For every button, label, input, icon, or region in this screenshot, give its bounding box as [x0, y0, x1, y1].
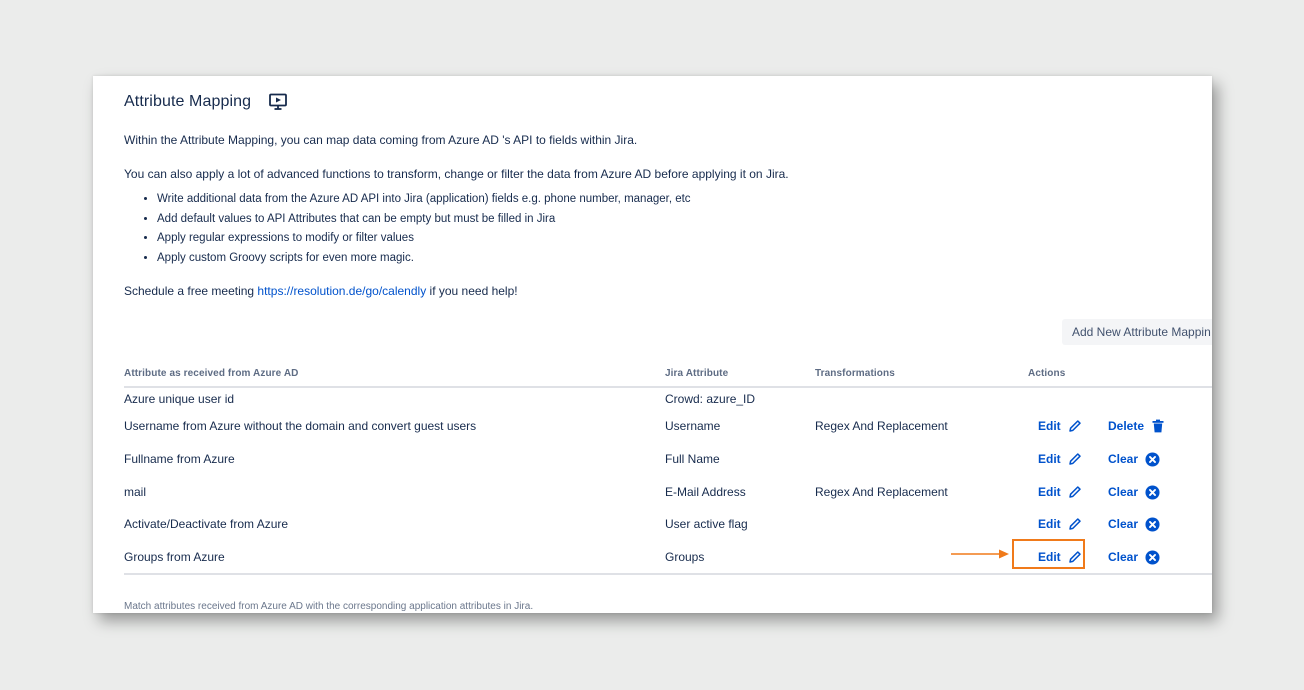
clear-circle-x-icon: [1145, 452, 1160, 467]
attribute-cell: Activate/Deactivate from Azure: [124, 517, 289, 531]
pencil-icon: [1068, 485, 1082, 499]
jira-attribute-cell: Full Name: [665, 452, 720, 466]
pencil-icon: [1068, 452, 1082, 466]
calendly-link[interactable]: https://resolution.de/go/calendly: [257, 284, 427, 298]
pencil-icon: [1068, 419, 1082, 433]
clear-button[interactable]: [1108, 443, 1160, 475]
delete-button[interactable]: [1108, 410, 1165, 442]
column-header-attribute: Attribute as received from Azure AD: [124, 368, 299, 379]
intro-paragraph-2: You can also apply a lot of advanced functions to transform, change or filter the data from Azure AD before applying it on Jira.: [124, 167, 789, 181]
jira-attribute-cell: Groups: [665, 550, 705, 564]
feature-list-item: • Write additional data from the Azure AD API into Jira (application) fields e.g. phone number, manager, etc: [157, 190, 691, 210]
clear-circle-x-icon: [1145, 550, 1160, 565]
attribute-cell: Groups from Azure: [124, 550, 225, 564]
clear-circle-x-icon: [1145, 485, 1160, 500]
clear-label: Clear: [1108, 452, 1139, 466]
delete-label: Delete: [1108, 419, 1145, 433]
attribute-cell: Azure unique user id: [124, 392, 235, 406]
edit-label: Edit: [1038, 452, 1061, 466]
edit-label: Edit: [1038, 550, 1061, 564]
pencil-icon: [1068, 517, 1082, 531]
edit-label: Edit: [1038, 485, 1061, 499]
attribute-cell: mail: [124, 485, 147, 499]
presentation-play-icon[interactable]: [268, 93, 288, 111]
table-row: [124, 476, 1212, 508]
attribute-mapping-panel: [93, 76, 1212, 613]
jira-attribute-cell: Username: [665, 419, 721, 433]
table-caption: Match attributes received from Azure AD with the corresponding application attributes in Jira.: [124, 601, 534, 612]
table-row: [124, 410, 1212, 442]
edit-label: Edit: [1038, 419, 1061, 433]
schedule-suffix: if you need help!: [426, 284, 518, 298]
table-bottom-border: [124, 573, 1212, 575]
jira-attribute-cell: E-Mail Address: [665, 485, 746, 499]
edit-label: Edit: [1038, 517, 1061, 531]
transformation-cell: Regex And Replacement: [815, 485, 948, 499]
jira-attribute-cell: Crowd: azure_ID: [665, 392, 756, 406]
column-header-jira-attribute: Jira Attribute: [665, 368, 729, 379]
feature-list-item: • Add default values to API Attributes that can be empty but must be filled in Jira: [157, 210, 691, 230]
edit-highlight-box: [1012, 539, 1085, 569]
transformation-cell: Regex And Replacement: [815, 419, 948, 433]
annotation-arrow-icon: [951, 548, 1011, 560]
attribute-cell: Username from Azure without the domain and convert guest users: [124, 419, 477, 433]
clear-button[interactable]: [1108, 508, 1160, 540]
clear-label: Clear: [1108, 550, 1139, 564]
feature-list-item: • Apply regular expressions to modify or filter values: [157, 229, 691, 249]
edit-button[interactable]: [1038, 443, 1082, 475]
column-header-transformations: Transformations: [815, 368, 895, 379]
clear-label: Clear: [1108, 485, 1139, 499]
jira-attribute-cell: User active flag: [665, 517, 748, 531]
page-title: Attribute Mapping: [124, 93, 252, 110]
trash-icon: [1151, 419, 1165, 433]
intro-paragraph-1: Within the Attribute Mapping, you can map data coming from Azure AD 's API to fields within Jira.: [124, 133, 638, 147]
table-row: [124, 443, 1212, 475]
add-attribute-mapping-button[interactable]: Add New Attribute Mappin: [1062, 319, 1212, 345]
clear-button[interactable]: [1108, 476, 1160, 508]
edit-button[interactable]: [1038, 508, 1082, 540]
schedule-prefix: Schedule a free meeting: [124, 284, 258, 298]
edit-button[interactable]: [1038, 476, 1082, 508]
feature-list: [124, 190, 691, 269]
title-row: [124, 93, 288, 111]
clear-circle-x-icon: [1145, 517, 1160, 532]
column-header-actions: Actions: [1028, 368, 1066, 379]
edit-button[interactable]: [1038, 410, 1082, 442]
clear-button[interactable]: [1108, 541, 1160, 573]
clear-label: Clear: [1108, 517, 1139, 531]
attribute-cell: Fullname from Azure: [124, 452, 235, 466]
feature-list-item: • Apply custom Groovy scripts for even more magic.: [157, 249, 691, 269]
schedule-line: [124, 284, 518, 298]
table-row: [124, 508, 1212, 540]
